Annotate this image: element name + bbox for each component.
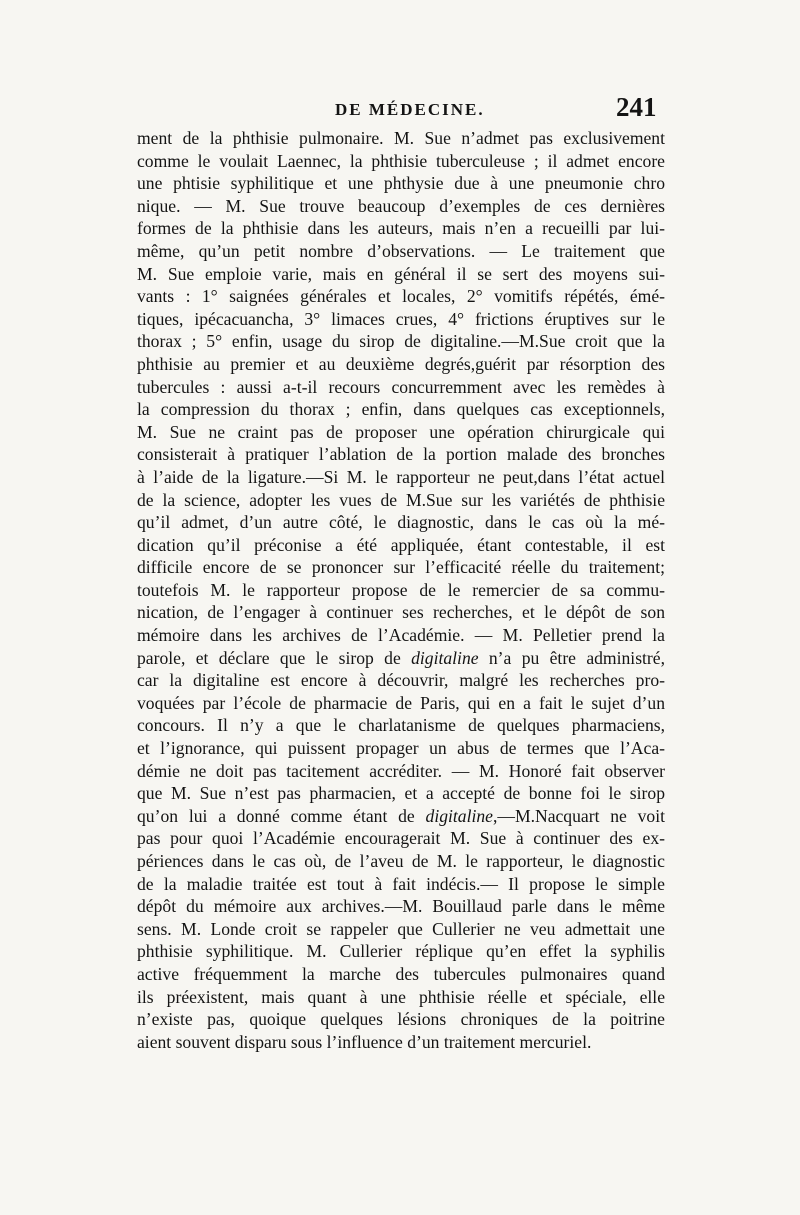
text-line: à l’aide de la ligature.—Si M. le rapporteur ne peut,dans l’état actuel xyxy=(137,466,665,487)
text-line: qu’on lui a donné comme étant de digitaline,—M.Nacquart ne voit xyxy=(137,805,665,826)
text-line: tubercules : aussi a-t-il recours concurremment avec les remèdes à xyxy=(137,376,665,397)
text-line: sens. M. Londe croit se rappeler que Cullerier ne veu admettait une xyxy=(137,918,665,939)
text-line: toutefois M. le rapporteur propose de le remercier de sa commu- xyxy=(137,579,665,600)
text-line: formes de la phthisie dans les auteurs, mais n’en a recueilli par lui- xyxy=(137,218,665,239)
text-line: aient souvent disparu sous l’influence d’un traitement mercuriel. xyxy=(137,1031,592,1052)
text-line: parole, et déclare que le sirop de digitaline n’a pu être administré, xyxy=(137,647,665,668)
text-line: thorax ; 5° enfin, usage du sirop de digitaline.—M.Sue croit que la xyxy=(137,331,665,352)
text-line: concours. Il n’y a que le charlatanisme de quelques pharmaciens, xyxy=(137,715,665,736)
text-line: et l’ignorance, qui puissent propager un abus de termes que l’Aca- xyxy=(137,738,665,759)
text-line: voquées par l’école de pharmacie de Paris, qui en a fait le sujet d’un xyxy=(137,692,665,713)
text-line: n’existe pas, quoique quelques lésions chroniques de la poitrine xyxy=(137,1009,665,1030)
text-line: qu’il admet, d’un autre côté, le diagnostic, dans le cas où la mé- xyxy=(137,512,665,533)
page-number: 241 xyxy=(616,92,657,122)
text-line: difficile encore de se prononcer sur l’efficacité réelle du traitement; xyxy=(137,557,665,578)
text-line: nique. — M. Sue trouve beaucoup d’exemples de ces dernières xyxy=(137,195,665,216)
italic-term: digitaline xyxy=(411,647,479,668)
text-line: dication qu’il préconise a été appliquée, étant contestable, il est xyxy=(137,534,665,555)
text-line: de la maladie traitée est tout à fait indécis.— Il propose le simple xyxy=(137,873,665,894)
text-line: la compression du thorax ; enfin, dans quelques cas exceptionnels, xyxy=(137,399,665,420)
text-line: comme le voulait Laennec, la phthisie tuberculeuse ; il admet encore xyxy=(137,150,665,171)
text-line: M. Sue emploie varie, mais en général il se sert des moyens sui- xyxy=(137,263,665,284)
text-line: pas pour quoi l’Académie encouragerait M. Sue à continuer des ex- xyxy=(137,828,665,849)
text-line: nication, de l’engager à continuer ses recherches, et le dépôt de son xyxy=(137,602,665,623)
italic-term: digitaline xyxy=(425,805,493,826)
running-head xyxy=(0,92,800,122)
text-line: phthisie syphilitique. M. Cullerier réplique qu’en effet la syphilis xyxy=(137,941,665,962)
text-line: vants : 1° saignées générales et locales, 2° vomitifs répétés, émé- xyxy=(137,286,665,307)
text-line: ils préexistent, mais quant à une phthisie réelle et spéciale, elle xyxy=(137,986,665,1007)
text-line: une phtisie syphilitique et une phthysie due à une pneumonie chro xyxy=(137,173,665,194)
text-line: périences dans le cas où, de l’aveu de M. le rapporteur, le diagnostic xyxy=(137,851,665,871)
text-line: phthisie au premier et au deuxième degrés,guérit par résorption des xyxy=(137,353,665,374)
text-line: tiques, ipécacuancha, 3° limaces crues, 4° frictions éruptives sur le xyxy=(137,308,665,329)
text-line: car la digitaline est encore à découvrir, malgré les recherches pro- xyxy=(137,670,665,691)
text-line: même, qu’un petit nombre d’observations. — Le traitement que xyxy=(137,240,665,261)
text-line: ment de la phthisie pulmonaire. M. Sue n’admet pas exclusivement xyxy=(137,128,665,148)
body-text xyxy=(137,127,665,1053)
text-line: que M. Sue n’est pas pharmacien, et a accepté de bonne foi le sirop xyxy=(137,783,665,804)
text-line: dépôt du mémoire aux archives.—M. Bouillaud parle dans le même xyxy=(137,896,665,917)
running-title: DE MÉDECINE. xyxy=(335,100,485,119)
text-line: de la science, adopter les vues de M.Sue sur les variétés de phthisie xyxy=(137,489,665,510)
text-line: mémoire dans les archives de l’Académie. — M. Pelletier prend la xyxy=(137,625,665,646)
text-line: M. Sue ne craint pas de proposer une opération chirurgicale qui xyxy=(137,421,665,442)
text-line: démie ne doit pas tacitement accréditer. — M. Honoré fait observer xyxy=(137,760,665,781)
text-line: consisterait à pratiquer l’ablation de la portion malade des bronches xyxy=(137,444,665,465)
text-line: active fréquemment la marche des tubercules pulmonaires quand xyxy=(137,963,665,984)
